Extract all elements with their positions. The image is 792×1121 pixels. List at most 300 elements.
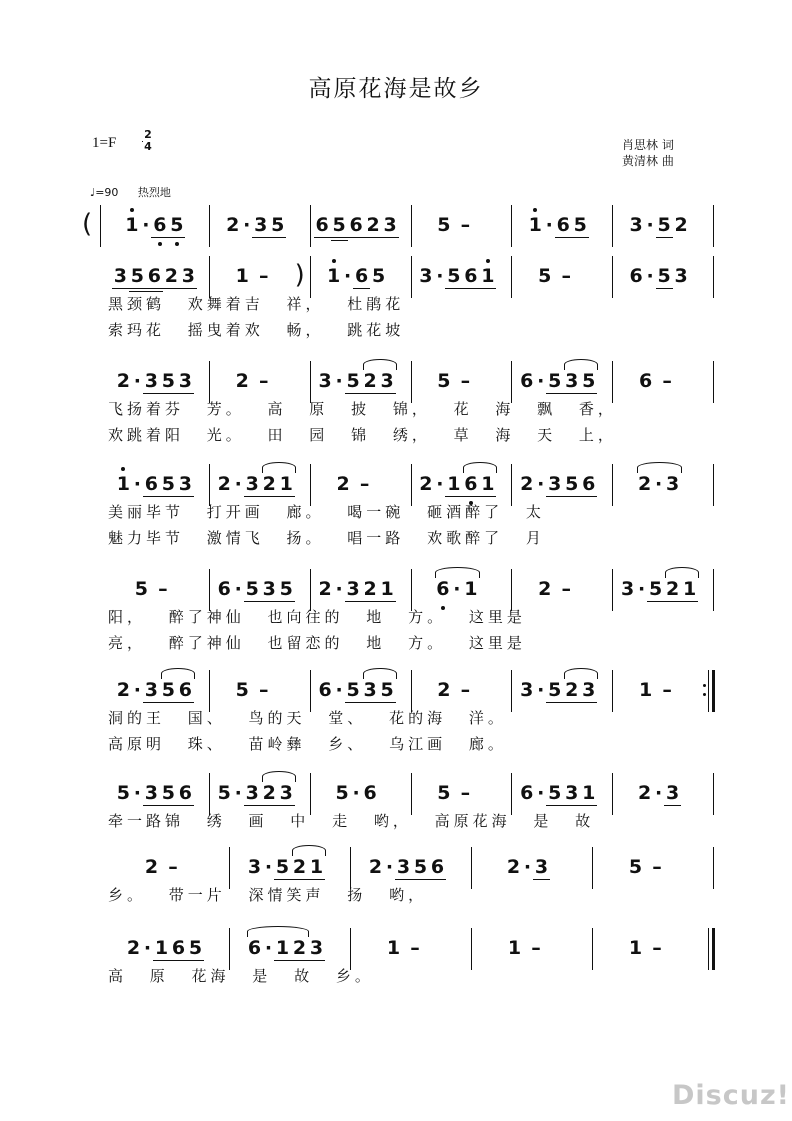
note: 3 bbox=[245, 782, 259, 804]
dash-extension: – bbox=[460, 679, 471, 701]
note: 5 bbox=[161, 782, 176, 804]
underline-beat bbox=[546, 702, 597, 703]
note: 2 bbox=[262, 782, 276, 804]
start-bar-line bbox=[100, 205, 101, 247]
bar-line bbox=[411, 256, 412, 298]
dot-duration: · bbox=[537, 782, 545, 804]
underline-beat bbox=[445, 288, 496, 289]
bar-line bbox=[209, 205, 210, 247]
dot-duration: · bbox=[335, 370, 343, 392]
note: 1 bbox=[309, 856, 324, 878]
dash-extension: – bbox=[460, 370, 471, 392]
underline-beat bbox=[314, 237, 399, 238]
bar-line bbox=[411, 569, 412, 611]
note: 1 bbox=[481, 473, 495, 495]
slur-tie bbox=[161, 668, 195, 679]
note: 2 bbox=[665, 578, 680, 600]
dash-extension: – bbox=[531, 937, 541, 959]
dot-duration: · bbox=[335, 679, 343, 701]
note: 1 bbox=[275, 937, 290, 959]
note: 5 bbox=[437, 370, 451, 392]
note: 5 bbox=[657, 214, 671, 236]
bar-line bbox=[350, 928, 351, 970]
bar-line bbox=[612, 361, 613, 403]
underline-beat bbox=[345, 601, 396, 602]
bar-line bbox=[209, 464, 210, 506]
underline-beat bbox=[143, 805, 194, 806]
slur-tie bbox=[292, 845, 326, 856]
bar-line bbox=[612, 670, 613, 712]
note: 6 bbox=[464, 265, 478, 287]
bar-line bbox=[511, 569, 512, 611]
note: 2 bbox=[637, 782, 652, 804]
octave-high-dot bbox=[486, 259, 490, 263]
note: 5 bbox=[380, 679, 394, 701]
bar-line bbox=[310, 205, 311, 247]
note: 2 bbox=[262, 473, 276, 495]
note: 1 bbox=[628, 937, 643, 959]
note: 3 bbox=[565, 782, 579, 804]
bar-line bbox=[713, 773, 714, 815]
note: 3 bbox=[674, 265, 688, 287]
note: 3 bbox=[665, 473, 680, 495]
dot-duration: · bbox=[133, 370, 142, 392]
note: 6 bbox=[217, 578, 231, 600]
note: 6 bbox=[171, 937, 186, 959]
note: 5 bbox=[371, 265, 386, 287]
note: 5 bbox=[437, 214, 451, 236]
slur-tie bbox=[637, 462, 682, 473]
slur-tie bbox=[363, 668, 397, 679]
dot-duration: · bbox=[646, 265, 654, 287]
dot-duration: · bbox=[385, 856, 394, 878]
note: 3 bbox=[254, 214, 268, 236]
dot-duration: · bbox=[234, 473, 242, 495]
bar-line bbox=[411, 361, 412, 403]
note: 5 bbox=[657, 265, 671, 287]
bar-line bbox=[350, 847, 351, 889]
bar-line bbox=[511, 256, 512, 298]
note: 3 bbox=[144, 679, 159, 701]
underline-beat bbox=[445, 496, 496, 497]
bar-line bbox=[471, 847, 472, 889]
note: 3 bbox=[629, 214, 643, 236]
note: 1 bbox=[125, 214, 139, 236]
dash-extension: – bbox=[652, 937, 662, 959]
dot-duration: · bbox=[646, 214, 654, 236]
note: 6 bbox=[430, 856, 445, 878]
note: 2 bbox=[318, 578, 332, 600]
bar-line bbox=[471, 928, 472, 970]
note: 5 bbox=[332, 214, 346, 236]
bar-line bbox=[612, 569, 613, 611]
note: 2 bbox=[363, 578, 377, 600]
underline-beat bbox=[647, 601, 698, 602]
bar-line bbox=[209, 256, 210, 298]
note: 1 bbox=[116, 473, 131, 495]
dot-duration: · bbox=[234, 782, 242, 804]
lyric-line: 高 原 花海 是 故 乡。 bbox=[108, 967, 374, 985]
bar-line bbox=[310, 773, 311, 815]
dash-extension: – bbox=[259, 370, 269, 392]
dash-extension: – bbox=[662, 370, 672, 392]
bar-line bbox=[209, 569, 210, 611]
lyric-line: 飞扬着芬 芳。 高 原 披 锦， 花 海 飘 香， bbox=[108, 400, 617, 418]
final-bar-line bbox=[712, 928, 715, 970]
note: 5 bbox=[413, 856, 428, 878]
note: 3 bbox=[178, 473, 193, 495]
note: 2 bbox=[336, 473, 350, 495]
note: 3 bbox=[383, 214, 397, 236]
note: 5 bbox=[447, 265, 461, 287]
dash-extension: – bbox=[259, 679, 269, 701]
lyric-line: 洞的王 国、 鸟的天 堂、 花的海 洋。 bbox=[108, 709, 507, 727]
watermark: Discuz! bbox=[672, 1080, 790, 1111]
slur-tie bbox=[363, 359, 397, 370]
dot-duration: · bbox=[264, 856, 273, 878]
note: 5 bbox=[161, 473, 176, 495]
bar-line bbox=[411, 670, 412, 712]
note: 6 bbox=[556, 214, 570, 236]
slur-tie bbox=[665, 567, 699, 578]
note: 6 bbox=[520, 782, 534, 804]
note: 5 bbox=[134, 578, 149, 600]
note: 6 bbox=[153, 214, 167, 236]
note: 2 bbox=[674, 214, 688, 236]
bar-line bbox=[209, 670, 210, 712]
note: 6 bbox=[354, 265, 369, 287]
note: 5 bbox=[548, 782, 562, 804]
underline-beat bbox=[546, 805, 597, 806]
note: 5 bbox=[548, 679, 562, 701]
bar-line bbox=[511, 464, 512, 506]
bar-line bbox=[511, 773, 512, 815]
note: 6 bbox=[144, 473, 159, 495]
bar-line bbox=[310, 670, 311, 712]
note: 5 bbox=[116, 782, 131, 804]
repeat-dot bbox=[703, 684, 706, 687]
dot-duration: · bbox=[264, 937, 273, 959]
note: 6 bbox=[629, 265, 643, 287]
note: 3 bbox=[363, 679, 377, 701]
note: 1 bbox=[235, 265, 249, 287]
octave-low-dot bbox=[158, 242, 162, 246]
underline-beat bbox=[143, 393, 194, 394]
note: 5 bbox=[346, 370, 360, 392]
bar-line bbox=[708, 670, 709, 712]
dot-duration: · bbox=[133, 679, 142, 701]
note: 3 bbox=[144, 370, 159, 392]
dot-duration: · bbox=[453, 578, 461, 600]
lyric-line: 牵一路锦 绣 画 中 走 哟， 高原花海 是 故 bbox=[108, 812, 595, 830]
dot-duration: · bbox=[537, 473, 545, 495]
note: 5 bbox=[161, 679, 176, 701]
note: 6 bbox=[638, 370, 653, 392]
dash-extension: – bbox=[652, 856, 662, 878]
note: 6 bbox=[247, 937, 262, 959]
open-repeat-parenthesis: ( bbox=[82, 209, 93, 239]
composer-credit: 黄清林 曲 bbox=[622, 154, 674, 168]
note: 3 bbox=[178, 370, 193, 392]
note: 5 bbox=[275, 856, 290, 878]
slur-tie bbox=[564, 359, 598, 370]
dot-duration: · bbox=[133, 782, 142, 804]
note: 3 bbox=[548, 473, 562, 495]
dot-duration: · bbox=[436, 473, 444, 495]
dash-extension: – bbox=[359, 473, 370, 495]
underline-beat bbox=[244, 805, 295, 806]
underline-beat bbox=[252, 237, 286, 238]
note: 3 bbox=[380, 370, 394, 392]
octave-high-dot bbox=[121, 467, 125, 471]
lyric-line: 阳， 醉了神仙 也向往的 地 方。 这里是 bbox=[108, 608, 526, 626]
note: 3 bbox=[520, 679, 534, 701]
note: 6 bbox=[318, 679, 332, 701]
note: 1 bbox=[279, 473, 293, 495]
bar-line bbox=[612, 773, 613, 815]
note: 5 bbox=[130, 265, 145, 287]
note: 2 bbox=[419, 473, 433, 495]
dot-duration: · bbox=[654, 782, 663, 804]
note: 2 bbox=[368, 856, 383, 878]
note: 1 bbox=[326, 265, 341, 287]
underline-beat bbox=[274, 960, 325, 961]
bar-line bbox=[310, 361, 311, 403]
dot-duration: · bbox=[133, 473, 142, 495]
note: 3 bbox=[113, 265, 128, 287]
note: 6 bbox=[315, 214, 329, 236]
note: 5 bbox=[161, 370, 176, 392]
bar-line bbox=[612, 464, 613, 506]
lyric-line: 乡。 带一片 深情笑声 扬 哟， bbox=[108, 886, 428, 904]
note: 6 bbox=[349, 214, 363, 236]
note: 6 bbox=[582, 473, 596, 495]
note: 3 bbox=[565, 370, 579, 392]
bar-line bbox=[209, 361, 210, 403]
note: 5 bbox=[582, 370, 596, 392]
underline-beat bbox=[664, 805, 681, 806]
underline-beat bbox=[353, 288, 370, 289]
underline-beat bbox=[274, 879, 325, 880]
underline-beat bbox=[345, 702, 396, 703]
underline-beat bbox=[345, 393, 396, 394]
note: 6 bbox=[178, 679, 193, 701]
dash-extension: – bbox=[460, 782, 471, 804]
note: 1 bbox=[481, 265, 495, 287]
note: 2 bbox=[164, 265, 179, 287]
note: 1 bbox=[582, 782, 596, 804]
repeat-end-bar bbox=[712, 670, 715, 712]
underline-beat bbox=[244, 601, 295, 602]
octave-high-dot bbox=[332, 259, 336, 263]
bar-line bbox=[592, 847, 593, 889]
note: 5 bbox=[245, 578, 259, 600]
bar-line bbox=[713, 361, 714, 403]
lyric-line: 亮， 醉了神仙 也留恋的 地 方。 这里是 bbox=[108, 634, 526, 652]
lyric-line: 高原明 珠、 苗岭彝 乡、 乌江画 廊。 bbox=[108, 735, 507, 753]
bar-line bbox=[708, 928, 709, 970]
note: 2 bbox=[144, 856, 159, 878]
underline-beat bbox=[656, 237, 673, 238]
bar-line bbox=[229, 928, 230, 970]
slur-tie bbox=[435, 567, 480, 578]
note: 2 bbox=[226, 214, 240, 236]
dot-duration: · bbox=[335, 578, 343, 600]
note: 1 bbox=[380, 578, 394, 600]
bar-line bbox=[612, 256, 613, 298]
bar-line bbox=[511, 361, 512, 403]
note: 5 bbox=[548, 370, 562, 392]
dot-duration: · bbox=[545, 214, 553, 236]
note: 3 bbox=[247, 856, 262, 878]
lyric-line: 欢跳着阳 光。 田 园 锦 绣， 草 海 天 上， bbox=[108, 426, 617, 444]
note: 2 bbox=[235, 370, 249, 392]
dash-extension: – bbox=[259, 265, 269, 287]
bar-line bbox=[310, 256, 311, 298]
time-signature-bottom: 4 bbox=[144, 140, 152, 153]
note: 6 bbox=[464, 473, 478, 495]
note: 5 bbox=[346, 679, 360, 701]
octave-high-dot bbox=[533, 208, 537, 212]
note: 5 bbox=[170, 214, 184, 236]
bar-line bbox=[713, 569, 714, 611]
bar-line bbox=[713, 464, 714, 506]
note: 3 bbox=[318, 370, 332, 392]
dot-duration: · bbox=[343, 265, 352, 287]
note: 3 bbox=[262, 578, 276, 600]
note: 2 bbox=[292, 937, 307, 959]
dot-duration: · bbox=[523, 856, 532, 878]
slur-tie bbox=[262, 771, 296, 782]
note: 5 bbox=[235, 679, 249, 701]
slur-tie bbox=[564, 668, 598, 679]
note: 1 bbox=[154, 937, 169, 959]
bar-line bbox=[511, 670, 512, 712]
note: 2 bbox=[637, 473, 652, 495]
underline-beat bbox=[143, 496, 194, 497]
note: 2 bbox=[506, 856, 521, 878]
note: 5 bbox=[565, 473, 579, 495]
note: 5 bbox=[188, 937, 203, 959]
bar-line bbox=[209, 773, 210, 815]
note: 5 bbox=[573, 214, 587, 236]
dash-extension: – bbox=[168, 856, 178, 878]
note: 3 bbox=[665, 782, 680, 804]
dot-duration: · bbox=[637, 578, 646, 600]
bar-line bbox=[411, 464, 412, 506]
note: 3 bbox=[396, 856, 411, 878]
slur-tie bbox=[262, 462, 296, 473]
bar-line bbox=[713, 847, 714, 889]
dot-duration: · bbox=[654, 473, 663, 495]
note: 2 bbox=[366, 214, 380, 236]
lyricist-credit: 肖思林 词 bbox=[622, 138, 674, 152]
note: 5 bbox=[538, 265, 552, 287]
note: 6 bbox=[178, 782, 193, 804]
bar-line bbox=[612, 205, 613, 247]
underline-beat bbox=[546, 393, 597, 394]
note: 6 bbox=[147, 265, 162, 287]
underline-beat bbox=[533, 879, 550, 880]
song-title: 高原花海是故乡 bbox=[308, 76, 484, 102]
time-signature-top: 2 bbox=[144, 128, 152, 141]
note: 5 bbox=[437, 782, 451, 804]
expression-mark: 热烈地 bbox=[137, 186, 171, 199]
note: 5 bbox=[648, 578, 663, 600]
octave-low-dot bbox=[175, 242, 179, 246]
dot-duration: · bbox=[142, 214, 150, 236]
underline-beat bbox=[546, 496, 597, 497]
bar-line bbox=[310, 464, 311, 506]
underline-double bbox=[331, 240, 348, 241]
note: 2 bbox=[116, 679, 131, 701]
dot-duration: · bbox=[143, 937, 152, 959]
note: 3 bbox=[620, 578, 635, 600]
note: 2 bbox=[565, 679, 579, 701]
underline-double bbox=[146, 291, 163, 292]
dash-extension: – bbox=[561, 578, 571, 600]
note: 3 bbox=[279, 782, 293, 804]
note: 2 bbox=[538, 578, 552, 600]
dash-extension: – bbox=[662, 679, 672, 701]
dash-extension: – bbox=[410, 937, 420, 959]
tempo-value: ♩=90 bbox=[90, 186, 119, 199]
bar-line bbox=[411, 205, 412, 247]
bar-line bbox=[411, 773, 412, 815]
lyric-line: 黑颈鹤 欢舞着吉 祥， 杜鹃花 bbox=[108, 295, 405, 313]
note: 3 bbox=[181, 265, 196, 287]
note: 3 bbox=[144, 782, 159, 804]
note: 6 bbox=[436, 578, 450, 600]
note: 1 bbox=[386, 937, 401, 959]
note: 3 bbox=[419, 265, 433, 287]
dot-duration: · bbox=[436, 265, 444, 287]
bar-line bbox=[713, 256, 714, 298]
note: 1 bbox=[528, 214, 542, 236]
note: 5 bbox=[279, 578, 293, 600]
lyric-line: 索玛花 摇曳着欢 畅， 跳花坡 bbox=[108, 321, 405, 339]
underline-beat bbox=[555, 237, 589, 238]
close-repeat-parenthesis: ) bbox=[294, 260, 305, 290]
note: 2 bbox=[126, 937, 141, 959]
note: 5 bbox=[271, 214, 285, 236]
repeat-dot bbox=[703, 693, 706, 696]
note: 2 bbox=[116, 370, 131, 392]
note: 5 bbox=[628, 856, 643, 878]
note: 5 bbox=[335, 782, 349, 804]
dot-duration: · bbox=[352, 782, 360, 804]
note: 3 bbox=[245, 473, 259, 495]
underline-beat bbox=[244, 496, 295, 497]
dot-duration: · bbox=[243, 214, 251, 236]
underline-beat bbox=[151, 237, 185, 238]
underline-double bbox=[129, 291, 146, 292]
bar-line bbox=[229, 847, 230, 889]
underline-beat bbox=[143, 702, 194, 703]
bar-line bbox=[713, 205, 714, 247]
underline-beat bbox=[153, 960, 204, 961]
dot-duration: · bbox=[537, 679, 545, 701]
note: 2 bbox=[363, 370, 377, 392]
dash-extension: – bbox=[460, 214, 471, 236]
slur-tie bbox=[247, 926, 309, 937]
underline-beat bbox=[656, 288, 673, 289]
note: 6 bbox=[363, 782, 377, 804]
underline-beat bbox=[395, 879, 446, 880]
bar-line bbox=[592, 928, 593, 970]
note: 2 bbox=[217, 473, 231, 495]
note: 5 bbox=[217, 782, 231, 804]
